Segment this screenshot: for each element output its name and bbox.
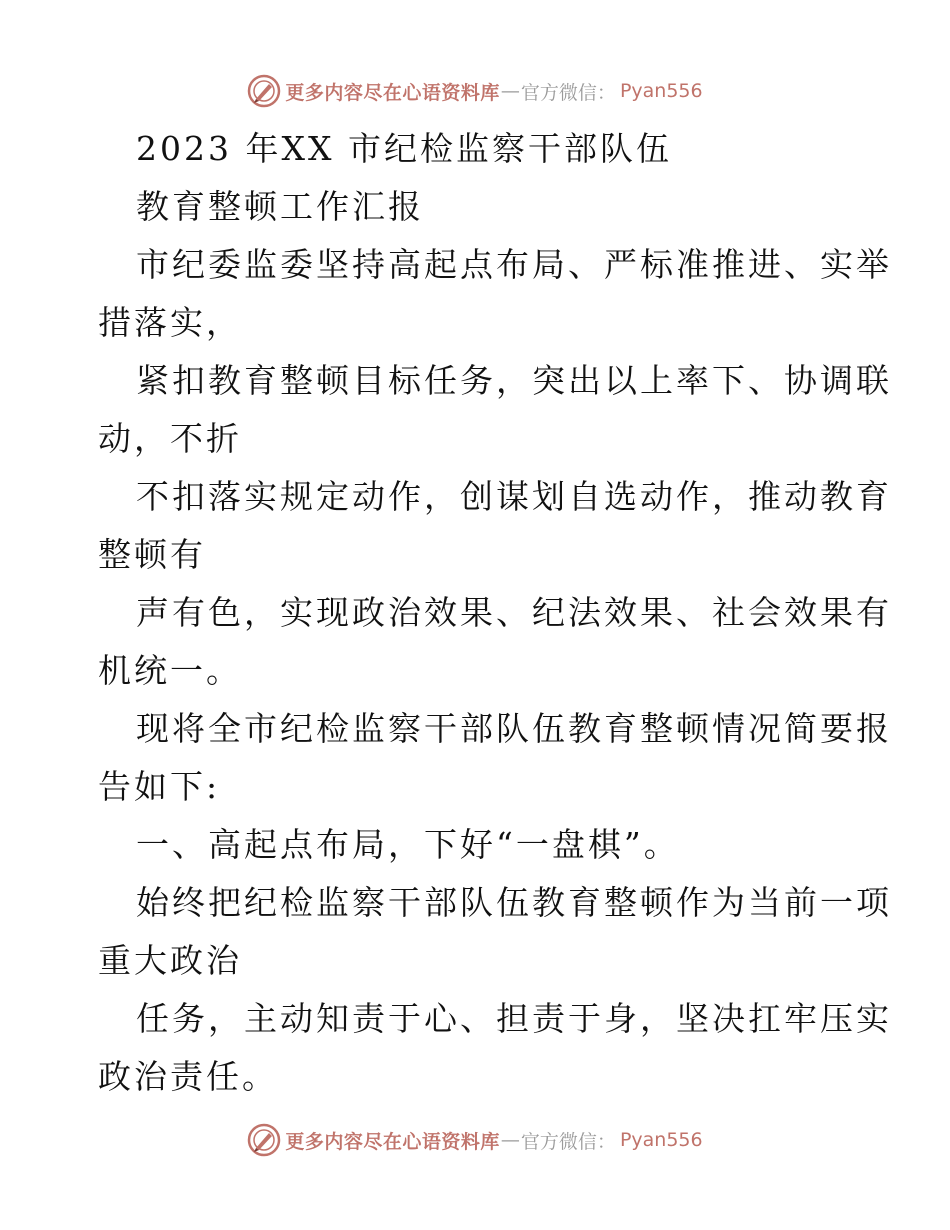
watermark-wechat-id: Pyan556 (619, 1129, 703, 1151)
doc-paragraph-line: 市纪委监委坚持高起点布局、严标准推进、实举 (136, 245, 892, 284)
watermark-wechat-id: Pyan556 (619, 80, 703, 102)
watermark-banner-top (0, 71, 950, 111)
doc-paragraph-line: 任务，主动知责于心、担责于身，坚决扛牢压实 (136, 999, 892, 1038)
doc-paragraph-line: 机统一。 (98, 651, 242, 690)
doc-paragraph-line: 政治责任。 (98, 1057, 278, 1096)
doc-paragraph-line: 整顿有 (98, 535, 206, 574)
pen-logo-icon (247, 74, 281, 108)
doc-paragraph-line: 声有色，实现政治效果、纪法效果、社会效果有 (136, 593, 892, 632)
watermark-brand-text: 更多内容尽在心语资料库 (285, 81, 500, 104)
doc-paragraph-line: 措落实， (98, 303, 242, 342)
doc-section-heading: 一、高起点布局，下好“一盘棋”。 (136, 825, 680, 864)
watermark-separator: — (500, 1129, 520, 1151)
doc-paragraph-line: 告如下: (98, 767, 221, 806)
doc-title-line-1: 2023 年XX 市纪检监察干部队伍 (136, 129, 672, 168)
doc-paragraph-line: 重大政治 (98, 941, 242, 980)
watermark-brand-text: 更多内容尽在心语资料库 (285, 1130, 500, 1153)
doc-paragraph-line: 紧扣教育整顿目标任务，突出以上率下、协调联 (136, 361, 892, 400)
doc-paragraph-line: 始终把纪检监察干部队伍教育整顿作为当前一项 (136, 883, 892, 922)
watermark-wechat-label: 官方微信： (520, 81, 616, 104)
watermark-banner-bottom (0, 1120, 950, 1160)
document-body (98, 120, 892, 1106)
pen-logo-icon (247, 1123, 281, 1157)
watermark-wechat-label: 官方微信： (520, 1130, 616, 1153)
doc-title-line-2: 教育整顿工作汇报 (136, 187, 424, 226)
doc-paragraph-line: 不扣落实规定动作，创谋划自选动作，推动教育 (136, 477, 892, 516)
watermark-separator: — (500, 80, 520, 102)
doc-paragraph-line: 现将全市纪检监察干部队伍教育整顿情况简要报 (136, 709, 892, 748)
doc-paragraph-line: 动，不折 (98, 419, 242, 458)
